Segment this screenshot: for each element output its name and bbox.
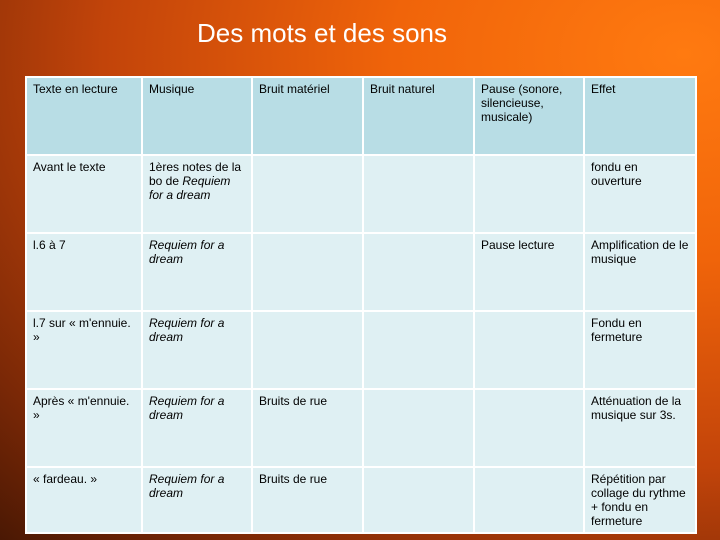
cell-musique <box>142 467 252 533</box>
cell-musique-text: 1ères notes de la bo de <box>149 160 242 188</box>
cell-effet: Atténuation de la musique sur 3s. <box>584 389 696 467</box>
cell-bruit-naturel <box>363 311 474 389</box>
cell-texte: Après « m'ennuie. » <box>26 389 142 467</box>
cell-effet: fondu en ouverture <box>584 155 696 233</box>
header-texte: Texte en lecture <box>26 77 142 155</box>
cell-pause <box>474 389 584 467</box>
header-bruit-naturel: Bruit naturel <box>363 77 474 155</box>
table-row <box>26 155 696 233</box>
cell-musique-title: Requiem for a dream <box>149 174 231 202</box>
cell-musique-title: Requiem for a dream <box>149 394 225 422</box>
cell-bruit-materiel <box>252 233 363 311</box>
header-pause: Pause (sonore, silencieuse, musicale) <box>474 77 584 155</box>
cell-bruit-naturel <box>363 233 474 311</box>
cell-bruit-materiel: Bruits de rue <box>252 389 363 467</box>
cell-bruit-naturel <box>363 389 474 467</box>
cell-bruit-materiel <box>252 155 363 233</box>
header-effet: Effet <box>584 77 696 155</box>
table-row <box>26 467 696 533</box>
cell-musique <box>142 155 252 233</box>
header-bruit-materiel: Bruit matériel <box>252 77 363 155</box>
table-row <box>26 389 696 467</box>
cell-effet: Fondu en fermeture <box>584 311 696 389</box>
cell-texte: l.7 sur « m'ennuie. » <box>26 311 142 389</box>
table-row <box>26 311 696 389</box>
cell-effet: Amplification de le musique <box>584 233 696 311</box>
cell-musique-title: Requiem for a dream <box>149 472 225 500</box>
cell-musique-title: Requiem for a dream <box>149 238 225 266</box>
cell-bruit-materiel <box>252 311 363 389</box>
cell-bruit-materiel: Bruits de rue <box>252 467 363 533</box>
cell-texte: « fardeau. » <box>26 467 142 533</box>
cell-pause <box>474 155 584 233</box>
cell-effet: Répétition par collage du rythme + fondu en fermeture <box>584 467 696 533</box>
table-row <box>26 233 696 311</box>
cell-pause: Pause lecture <box>474 233 584 311</box>
cell-musique <box>142 389 252 467</box>
cell-pause <box>474 467 584 533</box>
cell-pause <box>474 311 584 389</box>
cell-musique <box>142 233 252 311</box>
cell-musique <box>142 311 252 389</box>
cell-texte: Avant le texte <box>26 155 142 233</box>
cell-bruit-naturel <box>363 467 474 533</box>
cell-texte: l.6 à 7 <box>26 233 142 311</box>
header-musique: Musique <box>142 77 252 155</box>
sound-table <box>25 76 697 534</box>
table-header-row <box>26 77 696 155</box>
cell-musique-title: Requiem for a dream <box>149 316 225 344</box>
page-title: Des mots et des sons <box>197 18 447 48</box>
cell-bruit-naturel <box>363 155 474 233</box>
